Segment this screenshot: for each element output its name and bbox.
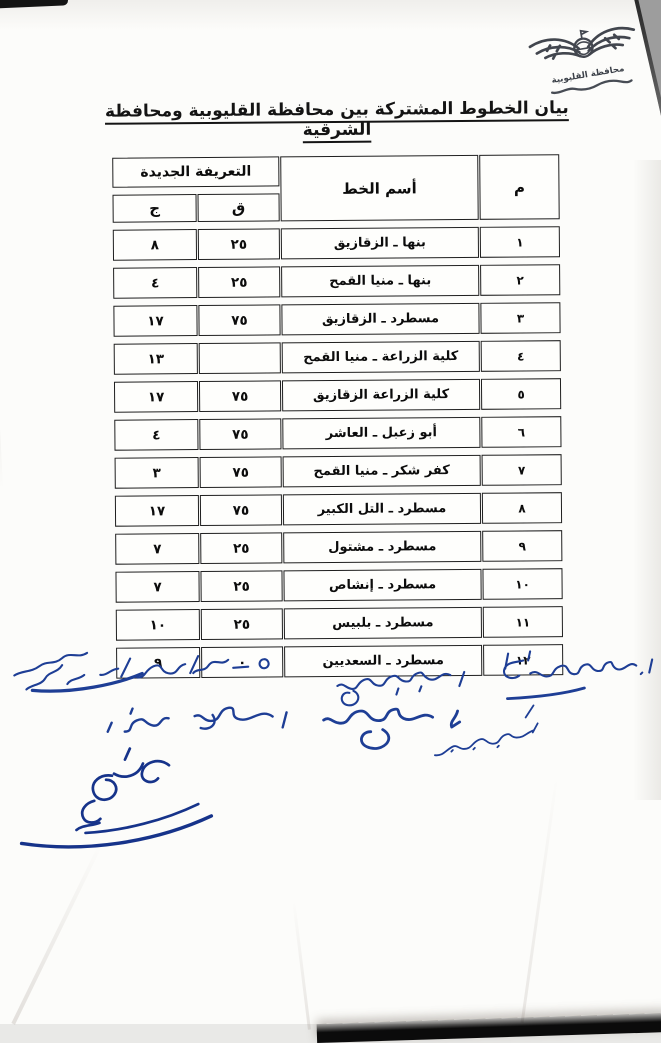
row-number-cell: ٩ (482, 530, 562, 562)
line-name-cell: أبو زعبل ـ العاشر (282, 417, 480, 450)
shared-lines-table (111, 147, 564, 686)
tariff-geneh-cell: ٧ (115, 571, 199, 603)
row-number-cell: ١٢ (483, 644, 563, 676)
tariff-qirsh-cell: ٢٥ (198, 228, 280, 260)
handwritten-note-6 (108, 707, 287, 731)
line-name-cell: مسطرد ـ السعديين (284, 645, 482, 678)
tariff-qirsh-cell: ٧٥ (198, 304, 280, 336)
col-header-new-tariff: التعريفة الجديدة (112, 156, 279, 187)
tariff-geneh-cell: ١٣ (114, 343, 198, 375)
row-number-cell: ٥ (481, 378, 561, 410)
tariff-geneh-cell: ١٧ (114, 381, 198, 413)
handwritten-note-3 (435, 705, 538, 755)
row-number-cell: ٣ (480, 302, 560, 334)
col-header-qirsh: ق (197, 193, 279, 222)
tariff-qirsh-cell: ٢٥ (200, 570, 282, 602)
handwritten-note-left-margin (14, 653, 87, 690)
table-row (115, 454, 562, 489)
line-name-cell: مسطرد ـ الزقازيق (281, 303, 479, 336)
tariff-qirsh-cell: ٢٥ (200, 532, 282, 564)
tariff-geneh-cell: ١٠ (116, 609, 200, 641)
table-row (113, 264, 560, 299)
tariff-qirsh-cell: ٧٥ (200, 456, 282, 488)
table-row (114, 378, 561, 413)
col-header-geneh: ج (113, 194, 197, 223)
table-row (115, 568, 562, 603)
row-number-cell: ٧ (482, 454, 562, 486)
winged-emblem-icon (521, 7, 650, 113)
col-header-index: م (479, 154, 560, 220)
line-name-cell: مسطرد ـ مشتول (283, 531, 481, 564)
line-name-cell: مسطرد ـ التل الكبير (283, 493, 481, 526)
table-row (114, 340, 561, 375)
row-number-cell: ١٠ (482, 568, 562, 600)
table-row (113, 302, 560, 337)
row-number-cell: ٤ (481, 340, 561, 372)
handwritten-note-1 (504, 650, 653, 698)
handwritten-note-2 (337, 672, 464, 705)
handwritten-signature-main (21, 748, 212, 847)
tariff-geneh-cell: ٣ (115, 457, 199, 489)
line-name-cell: بنها ـ منيا القمح (281, 265, 479, 298)
col-header-line-name: أسم الخط (280, 155, 479, 222)
logo-caption-text: محافظة القليوبية (550, 64, 626, 86)
tariff-qirsh-cell (199, 342, 281, 374)
handwritten-signatures-area (1, 632, 661, 902)
line-name-cell: كفر شكر ـ منيا القمح (283, 455, 481, 488)
line-name-cell: مسطرد ـ بلبيس (284, 607, 482, 640)
transport-authority-logo (521, 7, 650, 113)
tariff-geneh-cell: ٩ (116, 647, 200, 679)
tariff-qirsh-cell: ٧٥ (200, 494, 282, 526)
handwritten-note-4 (324, 709, 460, 749)
document-title: بيان الخطوط المشتركة بين محافظة القليوبية ومحافظة الشرقية (104, 98, 569, 141)
tariff-qirsh-cell: ٠ (201, 646, 283, 678)
tariff-geneh-cell: ١٧ (115, 495, 199, 527)
line-name-cell: بنها ـ الزقازيق (281, 227, 479, 260)
tariff-qirsh-cell: ٧٥ (199, 418, 281, 450)
line-name-cell: كلية الزراعة الزقازيق (282, 379, 480, 412)
tariff-geneh-cell: ١٧ (113, 305, 197, 337)
row-number-cell: ١ (480, 226, 560, 258)
row-number-cell: ٦ (481, 416, 561, 448)
row-number-cell: ١١ (483, 606, 563, 638)
row-number-cell: ٢ (480, 264, 560, 296)
table-row (115, 492, 562, 527)
line-name-cell: مسطرد ـ إنشاص (283, 569, 481, 602)
tariff-qirsh-cell: ٧٥ (199, 380, 281, 412)
tariff-geneh-cell: ٨ (113, 229, 197, 261)
tariff-geneh-cell: ٤ (113, 267, 197, 299)
handwritten-note-5 (32, 655, 269, 691)
tariff-qirsh-cell: ٢٥ (201, 608, 283, 640)
table-row (114, 416, 561, 451)
table-row (115, 530, 562, 565)
table-row (113, 226, 560, 261)
row-number-cell: ٨ (482, 492, 562, 524)
tariff-qirsh-cell: ٢٥ (198, 266, 280, 298)
line-name-cell: كلية الزراعة ـ منيا القمح (282, 341, 480, 374)
tariff-geneh-cell: ٤ (114, 419, 198, 451)
tariff-geneh-cell: ٧ (115, 533, 199, 565)
